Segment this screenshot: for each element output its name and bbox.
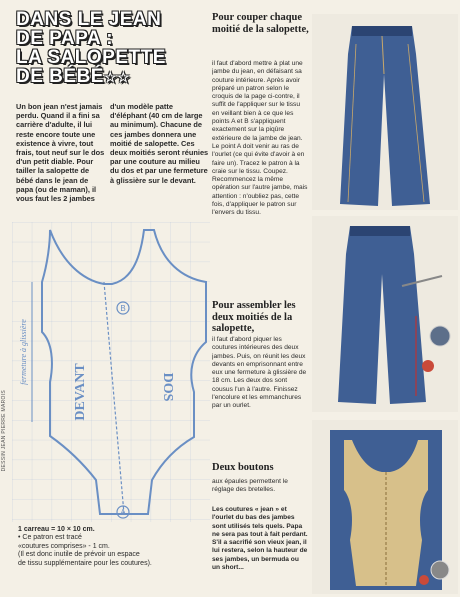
section-3-body: aux épaules permettent le réglage des bretelles. xyxy=(212,478,288,494)
section-1-body: il faut d'abord mettre à plat une jambe du jean, en défaisant sa couture intérieure. Après avoir préparé un patron selon le croquis de la page ci-contre, il suffit de l'appliquer sur le tissu en veillant bien à ce que les points A et B s'appliquent exactement sur la piqûre extérieure de la jambe de jean. Le point A doit venir au ras de l'ourlet (ce qui évite d'avoir à en faire un). Tracez le patron à la craie sur le tissu. Coupez. Recommencez la même opération sur l'autre jambe, mais attention : n'oubliez pas, cette fois, d'appliquer le patron sur l'envers du tissu. xyxy=(212,60,308,217)
photo-jeans-opened xyxy=(312,216,458,412)
note-line-2: • Ce patron est tracé xyxy=(18,534,82,542)
grid-scale-note: 1 carreau = 10 × 10 cm. xyxy=(18,526,95,533)
title-line-4: DE BÉBÉ☆☆ xyxy=(16,66,131,87)
pattern-note xyxy=(18,526,208,568)
photo-overall-cut xyxy=(312,420,458,594)
point-b-label: B xyxy=(120,304,126,313)
title-line-3: LA SALOPETTE xyxy=(16,47,166,68)
intro-column-1: Un bon jean n'est jamais perdu. Quand il a fini sa carrière d'adulte, il lui reste encore toute une existence à vivre, tout frais, tout neuf sur le dos d'un petit diable. Pour tailler la salopette de bébé dans le jean de papa (ou de maman), il vous faut les 2 jambes xyxy=(16,102,105,204)
dos-label: DOS xyxy=(160,372,175,402)
section-2-heading: Pour assembler les deux moitiés de la salopette, xyxy=(212,300,296,334)
zipper-label: fermeture à glissière xyxy=(19,319,28,385)
section-1-heading: Pour couper chaque moitié de la salopette, xyxy=(212,12,309,35)
photo-jeans-whole xyxy=(312,14,458,210)
title-line-1: DANS LE JEAN xyxy=(16,9,162,30)
section-4-body: Les coutures « jean » et l'ourlet du bas des jambes sont utilisés tels quels. Papa ne sera pas tout à fait perdant. S'il a sacrifié son vieux jean, il lui restera, selon la hauteur de ses jambes, un bermuda ou un short... xyxy=(212,506,308,572)
note-line-4: (Il est donc inutile de prévoir un espace xyxy=(18,551,140,559)
pattern-grid xyxy=(12,222,210,522)
section-2-body: il faut d'abord piquer les coutures intérieures des deux jambes. Puis, on réunit les deux devants en emprisonnant entre eux une fermeture à glissière de 18 cm. Les deux dos sont cousus l'un à l'autre. Finissez l'encolure et les emmanchures par un ourlet. xyxy=(212,336,307,410)
devant-label: DEVANT xyxy=(73,363,88,421)
point-a-label: A xyxy=(120,508,126,517)
illustration-credit: DESSIN JEAN PIERRE MAROIS xyxy=(1,390,7,472)
difficulty-stars: ☆☆ xyxy=(103,69,131,85)
pattern-diagram xyxy=(12,222,210,522)
section-3-heading: Deux boutons xyxy=(212,462,274,473)
note-line-3: «coutures comprises» - 1 cm. xyxy=(18,542,110,550)
title-line-2: DE PAPA : xyxy=(16,28,114,49)
page-title xyxy=(16,10,202,87)
note-line-5: de tissu supplémentaire pour les coutures). xyxy=(18,559,152,567)
intro-column-2: d'un modèle patte d'éléphant (40 cm de large au minimum). Chacune de ces jambes donnera une moitié de salopette. Ces deux moitiés seront réunies par une couture au milieu du dos et par une fermeture à glissière sur le devant. xyxy=(110,102,209,185)
